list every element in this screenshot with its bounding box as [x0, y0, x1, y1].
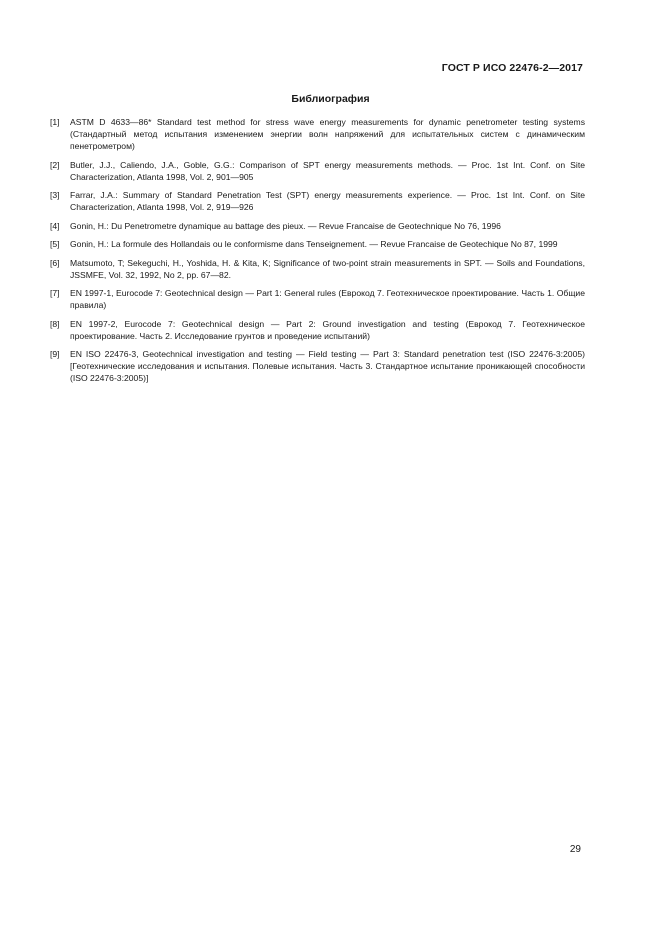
bibliography-item-text: Butler, J.J., Caliendo, J.A., Goble, G.G.: Comparison of SPT energy measurements methods. — Proc. 1st Int. Conf. on Site Characterization, Atlanta 1998, Vol. 2, 901—905	[70, 159, 585, 182]
bibliography-item	[50, 220, 585, 232]
bibliography-item-text: EN ISO 22476-3, Geotechnical investigation and testing — Field testing — Part 3: Standard penetration test (ISO 22476-3:2005) [Геотехнические исследования и испытания. Полевые испытания. Часть 3. Стандартное испытание проникающей способности (ISO 22476-3:2005)]	[70, 349, 585, 383]
bibliography-item	[50, 318, 585, 342]
bibliography-item-text: Matsumoto, T; Sekeguchi, H., Yoshida, H. & Kita, K; Significance of two-point strain measurements in SPT. — Soils and Foundations, JSSMFE, Vol. 32, 1992, No 2, pp. 67—82.	[70, 257, 585, 280]
bibliography-item-text: EN 1997-2, Eurocode 7: Geotechnical design — Part 2: Ground investigation and testing (Еврокод 7. Геотехническое проектирование. Часть 2. Исследование грунтов и проведение испытаний)	[70, 318, 585, 341]
bibliography-item-number: [7]	[50, 288, 60, 298]
bibliography-item-number: [5]	[50, 239, 60, 249]
bibliography-item	[50, 257, 585, 281]
bibliography-item	[50, 189, 585, 213]
bibliography-item	[50, 159, 585, 183]
bibliography-item-text: Farrar, J.A.: Summary of Standard Penetration Test (SPT) energy measurements experience. — Proc. 1st Int. Conf. on Site Characterization, Atlanta 1998, Vol. 2, 919—926	[70, 190, 585, 212]
bibliography-item-number: [3]	[50, 190, 60, 200]
document-header: ГОСТ Р ИСО 22476-2—2017	[441, 62, 583, 74]
bibliography-item-text: ASTM D 4633—86* Standard test method for stress wave energy measurements for dynamic penetrometer testing systems (Стандартный метод испытания изменением энергии волн напряжений для испытательных систем с динамическим пенетрометром)	[70, 117, 585, 151]
bibliography-item	[50, 348, 585, 384]
bibliography-item-text: EN 1997-1, Eurocode 7: Geotechnical design — Part 1: General rules (Еврокод 7. Геотехническое проектирование. Часть 1. Общие правила)	[70, 288, 585, 310]
bibliography-item-number: [2]	[50, 159, 60, 170]
bibliography-item-number: [6]	[50, 257, 60, 268]
bibliography-item-text: Gonin, H.: Du Penetrometre dynamique au battage des pieux. — Revue Francaise de Geotechnique No 76, 1996	[70, 220, 501, 231]
bibliography-item-number: [8]	[50, 318, 60, 329]
bibliography-item	[50, 287, 585, 311]
bibliography-list	[50, 116, 585, 391]
bibliography-item-number: [4]	[50, 220, 60, 231]
bibliography-title: Библиография	[291, 93, 370, 105]
bibliography-item	[50, 116, 585, 152]
bibliography-item	[50, 238, 585, 250]
bibliography-item-text: Gonin, H.: La formule des Hollandais ou le conformisme dans Tenseignement. — Revue Francaise de Geotechique No 87, 1999	[70, 239, 558, 249]
bibliography-item-number: [9]	[50, 349, 60, 359]
page-number: 29	[569, 844, 581, 855]
bibliography-item-number: [1]	[50, 117, 60, 127]
